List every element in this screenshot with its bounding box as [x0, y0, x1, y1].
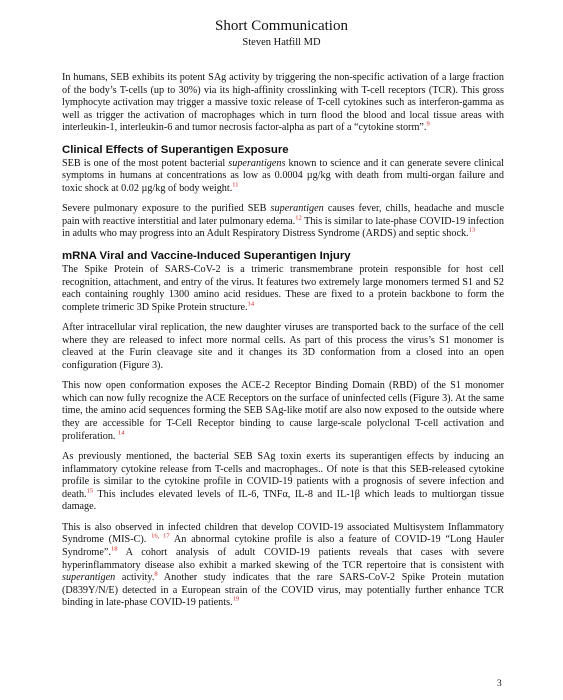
paragraph-seb-activity	[62, 72, 504, 135]
text: causes fever, chills, headache and muscle pain with reactive interstitial and later pulmonary edema.	[62, 203, 504, 227]
citation-link[interactable]: 16, 17	[151, 533, 170, 541]
citation-link[interactable]: 14	[247, 300, 255, 308]
page-title: Short Communication	[215, 18, 348, 34]
text: After intracellular viral replication, the new daughter viruses are transported back to the surface of the cell where they are released to infect more normal cells. As part of this process the virus’s S1 monomer is cleaved at the Furin cleavage site and it changes its 3D conformation from a closed into an open configuration (Figure 3).	[62, 322, 504, 371]
citation-link[interactable]: 12	[295, 214, 302, 222]
text: A cohort analysis of adult COVID-19 patients reveals that cases with severe hyperinflammatory disease also exhibit a marked skewing of the TCR repertoire that is consistent with	[62, 546, 504, 571]
citation-link[interactable]: 15	[86, 487, 94, 495]
text: activity.	[115, 572, 155, 584]
section-heading-clinical-effects: Clinical Effects of Superantigen Exposure	[62, 143, 289, 156]
paragraph-seb-potency	[62, 158, 504, 196]
citation-link[interactable]: 11	[232, 181, 239, 189]
text: Another study indicates that the rare SARS-CoV-2 Spike Protein mutation (D839Y/N/E) detected in a European strain of the COVID virus, may potentially further enhance TCR binding in late-phase COVID-19 patients.	[62, 572, 505, 609]
text: This is also observed in infected children that develop COVID-19 associated Multisystem Inflammatory Syndrome (MIS-C).	[62, 521, 504, 546]
section-heading-mrna-injury: mRNA Viral and Vaccine-Induced Superantigen Injury	[62, 250, 351, 263]
text: This includes elevated levels of IL-6, TNFα, IL-8 and IL-1β which leads to multiorgan tissue damage.	[62, 488, 504, 513]
citation-link[interactable]: 14	[118, 429, 125, 437]
text: This is similar to late-phase COVID-19 infection in adults who may progress into an Adult Respiratory Distress Syndrome (ARDS) and septic shock.	[62, 215, 504, 240]
page-number: 3	[497, 679, 502, 689]
text: The Spike Protein of SARS-CoV-2 is a trimeric transmembrane protein responsible for host cell recognition, attachment, and entry of the virus. It features two extremely large monomers termed S1 and S2 each containing roughly 1300 amino acid residues. These are fixed to a protein backbone to form the complete trimeric 3D Spike Protein structure.	[62, 264, 504, 313]
paragraph-open-conformation	[62, 380, 504, 443]
paragraph-mis-c	[62, 522, 504, 610]
citation-link[interactable]: 13	[468, 227, 476, 235]
citation-link[interactable]: 9	[426, 120, 430, 128]
paragraph-viral-replication	[62, 322, 504, 372]
text: SEB is one of the most potent bacterial	[62, 157, 229, 169]
text: An abnormal cytokine profile is also a feature of COVID-19 “Long Hauler Syndrome”.	[62, 534, 505, 558]
italic-term: superantigen	[270, 203, 324, 215]
citation-link[interactable]: 18	[110, 545, 118, 553]
text: known to science and it can generate severe clinical symptoms in humans at concentrations as low as 0.0004 µg/kg with death from multi-organ failure and toxic shock at 0.02 µg/kg of body weight.	[62, 157, 504, 194]
paragraph-pulmonary-exposure	[62, 203, 504, 241]
paragraph-spike-protein	[62, 264, 504, 314]
italic-term: superantigens	[228, 157, 286, 169]
text: As previously mentioned, the bacterial SEB SAg toxin exerts its superantigen effects by inducing an inflammatory cytokine release from T-cells and macrophages.. Of note is that this SEB-released cytokine profile is similar to the cytokine profile in COVID-19 patients with a prognosis of severe infection and death.	[62, 451, 504, 500]
page-header	[0, 18, 563, 49]
citation-link[interactable]: 19	[232, 595, 240, 603]
paragraph-cytokine-release	[62, 451, 504, 514]
text: Severe pulmonary exposure to the purified SEB	[62, 203, 271, 215]
author-name: Steven Hatfill MD	[242, 37, 321, 48]
italic-term: superantigen	[62, 572, 116, 584]
text: In humans, SEB exhibits its potent SAg activity by triggering the non-specific activation of a large fraction of the body’s T-cells (up to 30%) via its high-affinity crosslinking with T-cell receptors (TCR). This gross lymphocyte activation may trigger a massive toxic release of T-cell cytokines such as interferon-gamma as well as trigger the activation of macrophages which in turn flood the blood and local tissue areas with interleukin-1, interleukin-6 and tumor necrosis factor-alpha as part of a “cytokine storm”.	[62, 72, 504, 134]
citation-link[interactable]: 8	[154, 570, 158, 578]
text: This now open conformation exposes the ACE-2 Receptor Binding Domain (RBD) of the S1 monomer which can now fully recognize the ACE Receptors on the surface of uninfected cells (Figure 3). At the same time, the amino acid sequences forming the SEB SAg-like motif are also now exposed to the outside where they are accessible for T-Cell Receptor binding to cause large-scale polyclonal T-cell activation and proliferation.	[62, 380, 504, 442]
article-body	[62, 72, 504, 618]
